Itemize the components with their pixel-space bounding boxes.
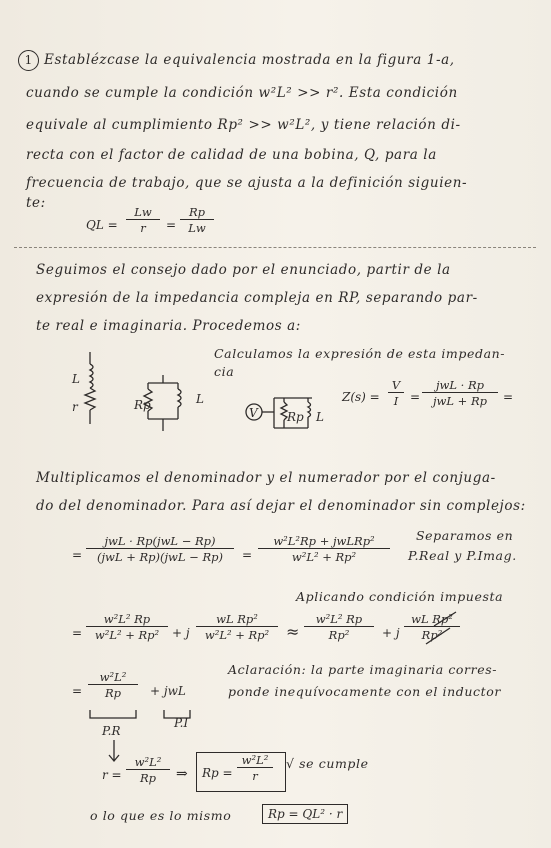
q-lhs: QL =: [86, 218, 118, 232]
series-circuit-diagram: [70, 352, 110, 432]
expr1-eq: =: [72, 548, 83, 562]
expr1-num2: w²L²Rp + jwLRp²: [273, 534, 375, 548]
expr2-d-den: Rp²: [404, 626, 460, 642]
expr2-b-num: wL Rp²: [216, 612, 258, 626]
advice-line-2: expresión de la impedancia compleja en RP, separando par-: [36, 290, 478, 306]
label-parallel-L: L: [196, 392, 204, 406]
intro-line-3: equivale al cumplimiento Rp² >> w²L², y tiene relación di-: [26, 117, 461, 133]
separate-note-2: P.Real y P.Imag.: [408, 548, 517, 563]
result-arrow: ⇒: [176, 766, 188, 782]
cancel-strokes: [406, 612, 462, 644]
intro-line-2: cuando se cumple la condición w²L² >> r². Esta condición: [26, 85, 458, 101]
label-series-L: L: [72, 372, 80, 386]
multiply-line-2: do del denominador. Para así dejar el denominador sin complejos:: [36, 498, 526, 514]
result-box-frac: [237, 753, 273, 783]
expr2-c-den: Rp²: [304, 626, 374, 642]
expr3-frac: [88, 670, 138, 700]
clarif-line-2: ponde inequívocamente con el inductor: [228, 684, 501, 699]
expr3-pr: P.R: [102, 724, 121, 738]
result-r-den: Rp: [126, 769, 170, 785]
expr1-num: jwL · Rp(jwL − Rp): [104, 534, 216, 548]
result-check: √ se cumple: [286, 756, 369, 771]
expr1-den2: w²L² + Rp²: [258, 548, 390, 564]
expr1-eq2: =: [242, 548, 253, 562]
result-box-den: r: [237, 767, 273, 783]
expr2-approx: ≈: [286, 622, 300, 641]
expr2-c-num: w²L² Rp: [315, 612, 363, 626]
apply-note: Aplicando condición impuesta: [296, 589, 504, 604]
expr2-plus2: + j: [382, 626, 400, 640]
calc-line-2: cia: [214, 364, 235, 379]
expr3-plus: + jwL: [150, 684, 186, 698]
expr1-frac-2: [258, 534, 390, 564]
zs-num: jwL · Rp: [435, 378, 485, 392]
zs-tail: =: [503, 390, 514, 404]
zs-den: jwL + Rp: [422, 392, 498, 408]
result-box-lhs: Rp =: [202, 766, 233, 780]
label-source: V: [249, 406, 258, 420]
q-frac-2: [180, 205, 214, 235]
q-frac-2-den: Lw: [180, 219, 214, 235]
parallel-circuit-diagram: [118, 375, 208, 435]
expr3-den: Rp: [88, 684, 138, 700]
expr2-frac-c: [304, 612, 374, 642]
expr3-eq: =: [72, 684, 83, 698]
intro-line-5: frecuencia de trabajo, que se ajusta a la definición siguien-: [26, 175, 468, 191]
result-r-num: w²L²: [134, 755, 162, 769]
intro-line-6: te:: [26, 195, 46, 211]
result-box: [196, 752, 286, 792]
zs-vi-frac: [388, 378, 404, 408]
expr2-a-num: w²L² Rp: [103, 612, 151, 626]
label-source-Rp: Rp: [287, 410, 304, 424]
q-eq: =: [166, 218, 177, 232]
expr3-pi: P.I: [174, 716, 189, 730]
label-parallel-Rp: Rp: [134, 398, 151, 412]
intro-line-4: recta con el factor de calidad de una bobina, Q, para la: [26, 147, 437, 163]
expr1-frac-1: [86, 534, 234, 564]
multiply-line-1: Multiplicamos el denominador y el numerador por el conjuga-: [36, 470, 496, 486]
section-divider: [14, 247, 536, 248]
q-frac-1-den: r: [126, 219, 160, 235]
zs-eq: =: [410, 390, 421, 404]
result-box-num: w²L²: [241, 753, 269, 767]
expr2-eq: =: [72, 626, 83, 640]
result-r-lhs: r =: [102, 768, 122, 782]
expr2-b-den: w²L² + Rp²: [196, 626, 278, 642]
expr1-den: (jwL + Rp)(jwL − Rp): [86, 548, 234, 564]
final-text: o lo que es lo mismo: [90, 808, 232, 823]
expr2-frac-a: [86, 612, 168, 642]
label-series-r: r: [72, 400, 78, 414]
separate-note-1: Separamos en: [416, 528, 514, 543]
zs-v: V: [391, 378, 401, 392]
advice-line-3: te real e imaginaria. Procedemos a:: [36, 318, 301, 334]
expr2-frac-b: [196, 612, 278, 642]
result-r-frac: [126, 755, 170, 785]
advice-line-1: Seguimos el consejo dado por el enunciado, partir de la: [36, 262, 451, 278]
q-frac-2-num: Rp: [188, 205, 206, 219]
zs-main-frac: [422, 378, 498, 408]
intro-line-1: Establézcase la equivalencia mostrada en la figura 1-a,: [44, 52, 455, 68]
expr2-plus: + j: [172, 626, 190, 640]
q-frac-1-num: Lw: [134, 205, 152, 219]
down-arrow-icon: [108, 740, 120, 764]
clarif-line-1: Aclaración: la parte imaginaria corres-: [228, 662, 498, 677]
zs-lhs: Z(s) =: [342, 390, 380, 404]
expr3-num: w²L²: [99, 670, 127, 684]
final-box: Rp = QL² · r: [262, 804, 348, 824]
label-source-L: L: [316, 410, 324, 424]
problem-number: 1: [18, 50, 39, 71]
expr2-a-den: w²L² + Rp²: [86, 626, 168, 642]
expr2-d-num: wL Rp²: [411, 612, 453, 626]
zs-i: I: [388, 392, 404, 408]
calc-line-1: Calculamos la expresión de esta impedan-: [214, 346, 506, 361]
q-frac-1: [126, 205, 160, 235]
